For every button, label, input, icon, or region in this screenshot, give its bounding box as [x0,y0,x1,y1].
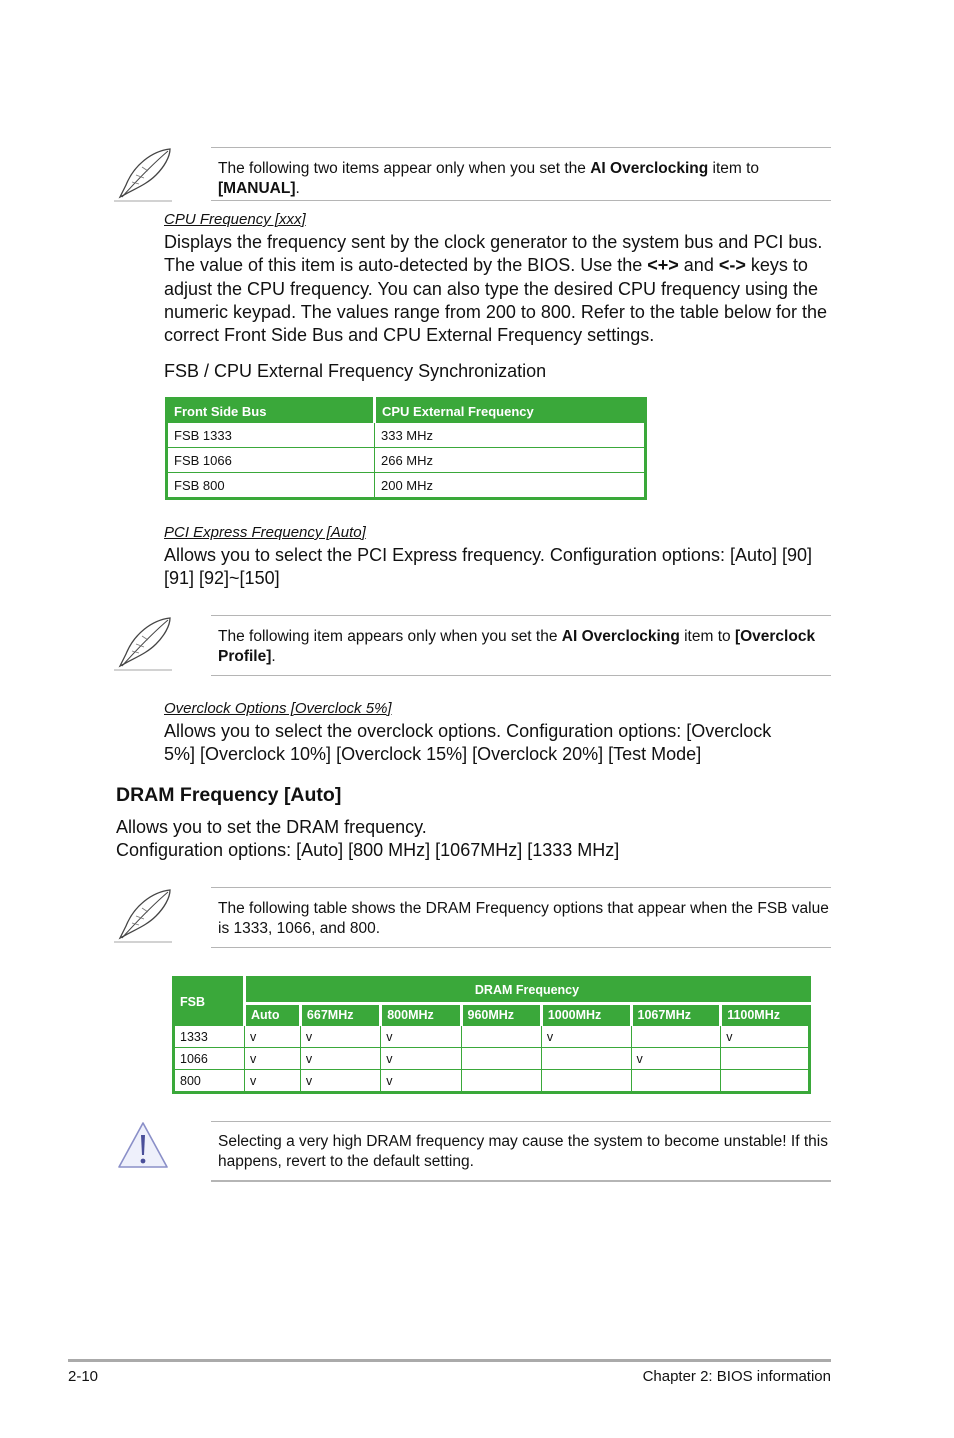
warning-icon [116,1120,170,1172]
overclock-options-title: Overclock Options [Overclock 5%] [164,700,392,717]
table-cell: 200 MHz [375,473,646,499]
dram-frequency-table [172,976,811,1094]
table-row [174,1026,810,1048]
note-box-manual [211,147,831,201]
table-cell: 266 MHz [375,448,646,473]
dram-description-line2: Configuration options: [Auto] [800 MHz] [1067MHz] [1333 MHz] [116,840,620,860]
dram-frequency-heading: DRAM Frequency [Auto] [116,784,342,806]
table-row [174,1070,810,1093]
column-header: 960MHz [461,1003,541,1025]
table-cell: v [631,1048,721,1070]
column-header: 1100MHz [721,1003,810,1025]
note-text: The following item appears only when you set the AI Overclocking item to [Overclock Profile]. [218,628,816,665]
pci-express-frequency-title: PCI Express Frequency [Auto] [164,524,366,541]
column-header: Auto [245,1003,301,1025]
table-cell [631,1026,721,1048]
column-header: 667MHz [300,1003,380,1025]
table-row [167,473,646,499]
column-header: 800MHz [381,1003,461,1025]
table-cell: FSB 1333 [167,423,375,448]
table-cell [461,1026,541,1048]
fsb-cpu-frequency-table [165,397,647,500]
table-cell [631,1070,721,1093]
feather-pen-icon [112,614,174,672]
table-cell: FSB 800 [167,473,375,499]
table-cell: v [721,1026,810,1048]
table-cell: v [300,1048,380,1070]
table-row [167,423,646,448]
table-cell: 1333 [174,1026,245,1048]
cpu-frequency-description: Displays the frequency sent by the clock generator to the system bus and PCI bus. The value of this item is auto-detected by the BIOS. Use the <+> and <-> keys to adjust the CPU frequency. You can also type the desired CPU frequency using the numeric keypad. The values range from 200 to 800. Refer to the table below for the correct Front Side Bus and CPU External Frequency settings. [164,232,828,346]
note-box-overclock-profile [211,615,831,676]
table-cell: v [381,1070,461,1093]
table-cell: 1066 [174,1048,245,1070]
fsb-table-caption: FSB / CPU External Frequency Synchronization [164,361,547,381]
column-header: 1000MHz [541,1003,631,1025]
fsb-header: Front Side Bus [167,399,375,423]
table-row [174,1048,810,1070]
table-cell: v [300,1026,380,1048]
page-number: 2-10 [68,1368,99,1385]
table-cell [541,1070,631,1093]
column-header: 1067MHz [631,1003,721,1025]
footer-rule [68,1359,831,1362]
overclock-options-description: Allows you to select the overclock options. Configuration options: [Overclock 5%] [Overclock 10%] [Overclock 15%] [Overclock 20%] [Test Mode] [164,721,772,765]
pci-express-frequency-description: Allows you to select the PCI Express frequency. Configuration options: [Auto] [90] [91] [92]~[150] [164,545,813,589]
table-cell: 333 MHz [375,423,646,448]
feather-pen-icon [112,145,174,203]
warning-text: Selecting a very high DRAM frequency may cause the system to become unstable! If this happens, revert to the default setting. [218,1133,828,1170]
table-cell: v [245,1048,301,1070]
cpu-ext-freq-header: CPU External Frequency [375,399,646,423]
cpu-frequency-title: CPU Frequency [xxx] [164,211,306,228]
table-cell: v [381,1048,461,1070]
note-box-dram-table [211,887,831,948]
table-cell [461,1048,541,1070]
warning-box [211,1121,831,1182]
table-cell: FSB 1066 [167,448,375,473]
note-text: The following two items appear only when you set the AI Overclocking item to [MANUAL]. [218,160,760,197]
table-cell: v [541,1026,631,1048]
table-cell: v [245,1070,301,1093]
table-cell: 800 [174,1070,245,1093]
fsb-header: FSB [174,978,245,1026]
table-cell: v [381,1026,461,1048]
note-text: The following table shows the DRAM Frequency options that appear when the FSB value is 1333, 1066, and 800. [218,900,829,937]
feather-pen-icon [112,886,174,944]
table-cell: v [245,1026,301,1048]
dram-description-line1: Allows you to set the DRAM frequency. [116,817,427,837]
table-cell [721,1048,810,1070]
table-row [167,448,646,473]
dram-frequency-group-header: DRAM Frequency [245,978,810,1004]
table-cell [541,1048,631,1070]
table-cell: v [300,1070,380,1093]
chapter-title: Chapter 2: BIOS information [642,1368,831,1385]
table-cell [721,1070,810,1093]
table-cell [461,1070,541,1093]
